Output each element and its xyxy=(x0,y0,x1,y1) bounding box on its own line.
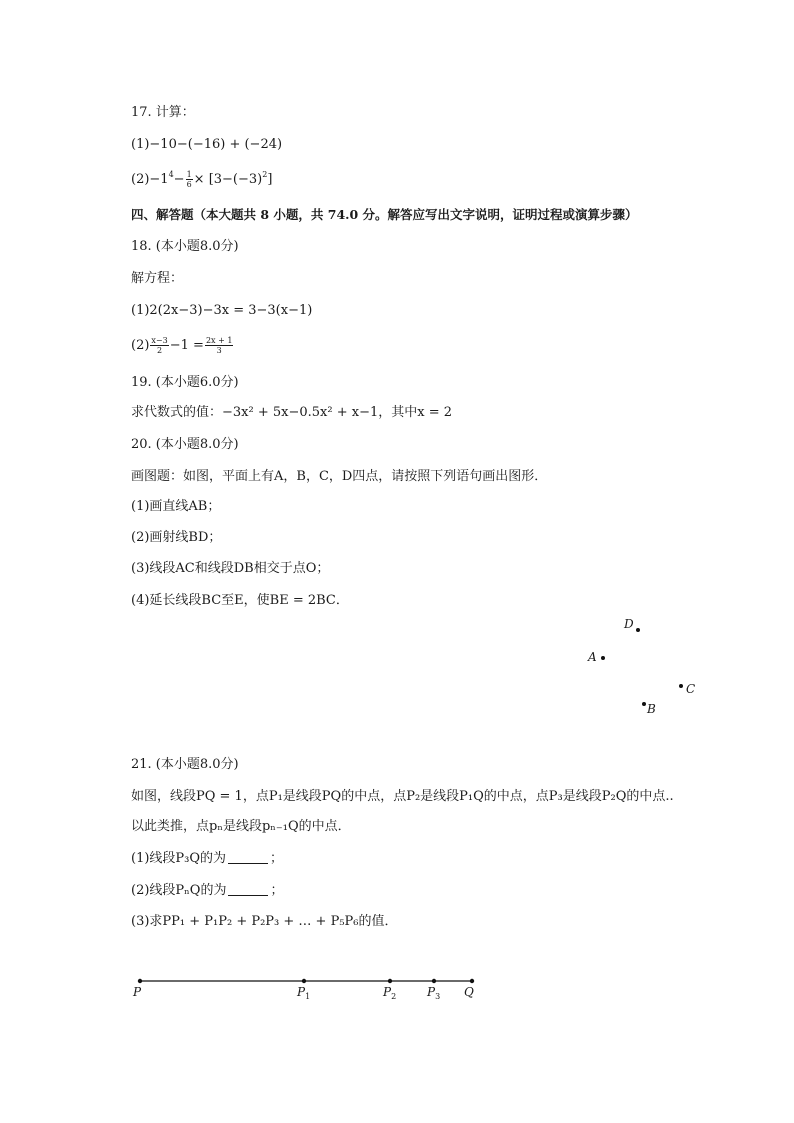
q18-part2-a: (2) xyxy=(131,338,150,353)
point-d-label: D xyxy=(624,617,634,631)
label-p: P xyxy=(133,985,142,999)
q17-part2-minus: − xyxy=(173,172,185,187)
q21-sub2-text: (2)线段PₙQ的为 xyxy=(131,883,227,898)
q17-part2 xyxy=(131,170,272,189)
dot-p2 xyxy=(388,979,392,983)
label-p1-main: P xyxy=(297,985,306,999)
q18-frac1-den: 2 xyxy=(157,346,163,355)
q20-step1: (1)画直线AB； xyxy=(131,499,221,514)
q21-title: 21. (本小题8.0分) xyxy=(131,757,239,772)
q18-part2 xyxy=(131,336,234,355)
dot-p1 xyxy=(302,979,306,983)
q17-part2-a: (2)−1 xyxy=(131,172,169,187)
q21-sub2 xyxy=(131,882,283,900)
dot-q xyxy=(470,979,474,983)
q21-sub3: (3)求PP₁ + P₁P₂ + P₂P₃ + … + P₅P₆的值． xyxy=(131,914,398,929)
q21-text1: 如图，线段PQ = 1，点P₁是线段PQ的中点，点P₂是线段P₁Q的中点，点P₃是线段P₂Q的中点.. xyxy=(131,789,674,804)
q19-title: 19. (本小题6.0分) xyxy=(131,375,239,390)
label-p3-main: P xyxy=(427,985,436,999)
segment-line xyxy=(0,968,794,998)
dot-p xyxy=(138,979,142,983)
q17-part2-exp2: 2 xyxy=(262,170,268,179)
point-a xyxy=(601,656,605,660)
q18-frac1-num: x−3 xyxy=(151,336,168,345)
section-four-heading: 四、解答题（本大题共 8 小题，共 74.0 分。解答应写出文字说明，证明过程或演算步骤） xyxy=(131,207,638,222)
q18-fraction-1 xyxy=(150,336,168,355)
point-c xyxy=(679,684,683,688)
q18-intro: 解方程： xyxy=(131,271,184,286)
q17-part2-c: ] xyxy=(267,172,273,187)
q20-step4: (4)延长线段BC至E，使BE = 2BC． xyxy=(131,593,349,608)
label-p3 xyxy=(427,985,440,999)
q20-text: 画图题：如图，平面上有A，B，C，D四点，请按照下列语句画出图形． xyxy=(131,469,548,484)
q21-text2: 以此类推，点pₙ是线段pₙ₋₁Q的中点． xyxy=(131,819,351,834)
point-d xyxy=(636,628,640,632)
q20-step3: (3)线段AC和线段DB相交于点O； xyxy=(131,561,330,576)
q17-part2-b: × [3−(−3) xyxy=(193,172,263,187)
label-p2 xyxy=(383,985,396,999)
label-p1 xyxy=(297,985,310,999)
point-c-label: C xyxy=(686,682,696,696)
point-a-label: A xyxy=(588,650,597,664)
q20-step2: (2)画射线BD； xyxy=(131,530,222,545)
q19-text: 求代数式的值：−3x² + 5x−0.5x² + x−1，其中x = 2 xyxy=(131,405,452,420)
q18-fraction-2 xyxy=(205,336,233,355)
q18-part2-mid: −1 = xyxy=(169,338,204,353)
label-p2-main: P xyxy=(383,985,392,999)
point-b xyxy=(642,702,646,706)
q21-sub1-text: (1)线段P₃Q的为 xyxy=(131,851,227,866)
answer-blank-2[interactable] xyxy=(228,883,268,896)
label-q: Q xyxy=(464,985,474,999)
label-p3-sub: 3 xyxy=(435,992,441,1001)
q18-frac2-num: 2x + 1 xyxy=(205,336,233,345)
point-b-label: B xyxy=(647,702,656,716)
q18-frac2-den: 3 xyxy=(216,346,222,355)
dot-p3 xyxy=(432,979,436,983)
q21-sub2-end: ； xyxy=(270,883,284,898)
q17-part2-fraction xyxy=(186,170,193,189)
q21-sub1-end: ； xyxy=(270,851,284,866)
q20-title: 20. (本小题8.0分) xyxy=(131,437,239,452)
q18-part1: (1)2(2x−3)−3x = 3−3(x−1) xyxy=(131,303,313,318)
label-p2-sub: 2 xyxy=(391,992,397,1001)
answer-blank-1[interactable] xyxy=(228,851,268,864)
q17-frac-den: 6 xyxy=(186,180,192,189)
q17-part1: (1)−10−(−16) + (−24) xyxy=(131,137,283,152)
label-p1-sub: 1 xyxy=(305,992,311,1001)
q17-part2-exp: 4 xyxy=(168,170,174,179)
q17-title: 17. 计算： xyxy=(131,105,195,120)
q18-title: 18. (本小题8.0分) xyxy=(131,239,239,254)
q17-frac-num: 1 xyxy=(186,170,192,179)
q21-sub1 xyxy=(131,850,283,868)
